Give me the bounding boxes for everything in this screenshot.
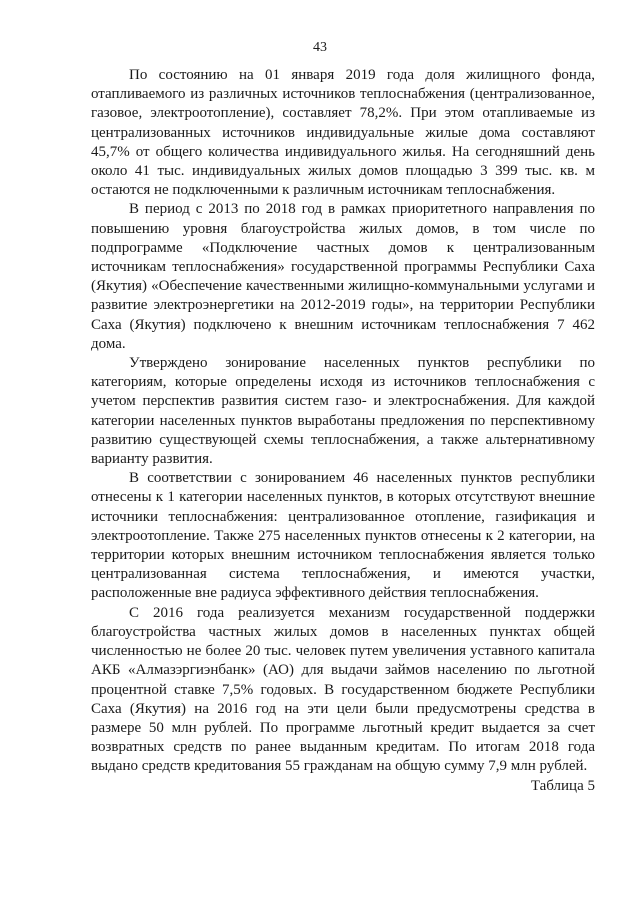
page-number: 43: [313, 40, 327, 55]
table-caption: Таблица 5: [530, 777, 595, 794]
paragraph-connection-program: В период с 2013 по 2018 год в рамках приоритетного направления по повышению уровня благоустройства жилых домов, в том числе по подпрограмме «Подключение частных домов к централизованным источникам теплоснабжения» государственной программы Республики Саха (Якутия) «Обеспечение качественными жилищно-коммунальными услугами и развитие электроэнергетики на 2012-2019 годы», на территории Республики Саха (Якутия) подключено к внешним источникам теплоснабжения 7 462 дома.: [91, 201, 595, 352]
paragraph-categories: В соответствии с зонированием 46 населенных пунктов республики отнесены к 1 категории населенных пунктов, в которых отсутствуют внешние источники теплоснабжения: централизованное отопление, газификация и электроотопление. Также 275 населенных пунктов отнесены к 2 категории, на территории которых внешним источником теплоснабжения является только централизованная система теплоснабжения, и имеются участки, расположенные вне радиуса эффективного действия теплоснабжения.: [91, 470, 595, 602]
paragraph-heat-supply-share: По состоянию на 01 января 2019 года доля жилищного фонда, отапливаемого из различных источников теплоснабжения (централизованное, газовое, электроотопление), составляет 78,2%. При этом отапливаемые из централизованных источников индивидуальные жилые дома составляют 45,7% от общего количества индивидуального жилья. На сегодняшний день около 41 тыс. индивидуальных жилых домов площадью 3 399 тыс. кв. м остаются не подключенными к различным источникам теплоснабжения.: [91, 67, 595, 199]
document-body: [91, 66, 595, 796]
paragraph-zoning: Утверждено зонирование населенных пунктов республики по категориям, которые определены исходя из источников теплоснабжения с учетом перспектив развития систем газо- и электроснабжения. Для каждой категории населенных пунктов выработаны предложения по перспективному развитию существующей схемы теплоснабжения, а также альтернативному варианту развития.: [91, 355, 595, 468]
paragraph-state-support: С 2016 года реализуется механизм государственной поддержки благоустройства частных жилых домов в населенных пунктах общей численностью не более 20 тыс. человек путем увеличения уставного капитала АКБ «Алмазэргиэнбанк» (АО) для выдачи займов населению по льготной процентной ставке 7,5% годовых. В государственном бюджете Республики Саха (Якутия) на 2016 год на эти цели были предусмотрены средства в размере 50 млн рублей. По программе льготный кредит выдается за счет возвратных средств по ранее выданным кредитам. По итогам 2018 года выдано средств кредитования 55 гражданам на общую сумму 7,9 млн рублей.: [91, 604, 595, 775]
